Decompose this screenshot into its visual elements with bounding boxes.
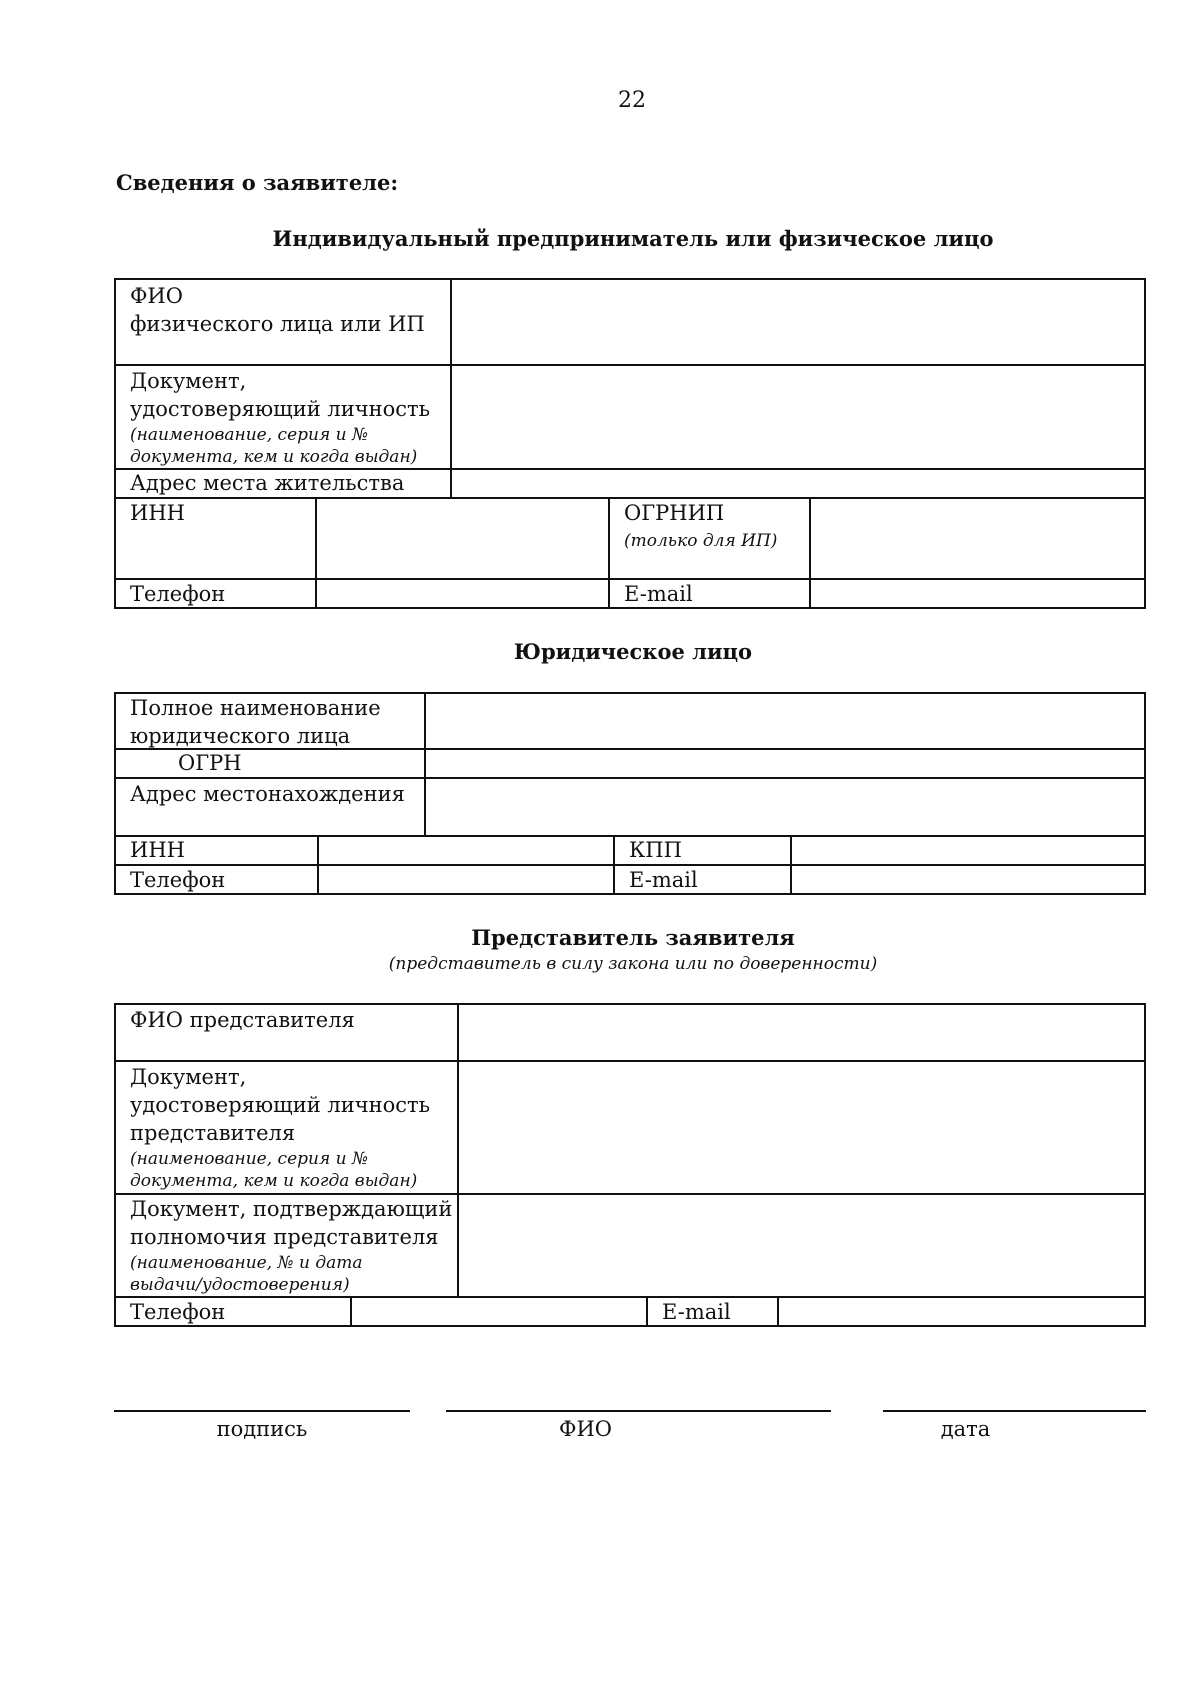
legal-phone-label: Телефон <box>130 868 226 892</box>
signature-fio-label: ФИО <box>559 1417 612 1441</box>
representative-heading: Представитель заявителя <box>471 925 795 950</box>
legal-ogrn-label: ОГРН <box>178 751 242 775</box>
legal-kpp-field[interactable] <box>792 837 1144 864</box>
individual-phone-label: Телефон <box>130 582 226 606</box>
representative-document-field[interactable] <box>459 1062 1144 1193</box>
legal-email-field[interactable] <box>792 866 1144 893</box>
individual-email-label: E-mail <box>624 582 693 606</box>
legal-inn-field[interactable] <box>319 837 613 864</box>
representative-fio-field[interactable] <box>459 1005 1144 1060</box>
legal-email-label: E-mail <box>629 868 698 892</box>
legal-inn-label: ИНН <box>130 838 185 862</box>
individual-inn-field[interactable] <box>317 499 608 578</box>
representative-note: (представитель в силу закона или по доверенности) <box>388 954 878 974</box>
signature-date-line[interactable] <box>883 1410 1146 1412</box>
legal-heading: Юридическое лицо <box>513 639 753 664</box>
representative-fio-label: ФИО представителя <box>130 1008 355 1032</box>
legal-address-label: Адрес местонахождения <box>130 782 405 806</box>
individual-inn-label: ИНН <box>130 501 185 525</box>
page-number: 22 <box>618 88 646 113</box>
representative-email-label: E-mail <box>662 1300 731 1324</box>
signature-fio-line[interactable] <box>446 1410 831 1412</box>
individual-ogrnip-field[interactable] <box>811 499 1144 578</box>
representative-email-field[interactable] <box>779 1298 1144 1325</box>
signature-date-label: дата <box>940 1417 991 1441</box>
individual-fio-field[interactable] <box>452 280 1144 364</box>
representative-document-label: Документ, удостоверяющий личность представителя (наименование, серия и № документа, кем и когда выдан) <box>130 1065 431 1191</box>
signature-label: подпись <box>216 1417 308 1441</box>
individual-address-label: Адрес места жительства <box>130 471 405 495</box>
legal-kpp-label: КПП <box>629 838 682 862</box>
representative-phone-field[interactable] <box>352 1298 646 1325</box>
individual-email-field[interactable] <box>811 580 1144 607</box>
individual-address-field[interactable] <box>452 470 1144 497</box>
legal-name-label: Полное наименование юридического лица <box>130 696 381 748</box>
individual-heading: Индивидуальный предприниматель или физическое лицо <box>272 226 994 251</box>
legal-name-field[interactable] <box>426 694 1144 748</box>
individual-document-field[interactable] <box>452 366 1144 468</box>
legal-ogrn-field[interactable] <box>426 750 1144 777</box>
representative-phone-label: Телефон <box>130 1300 226 1324</box>
legal-address-field[interactable] <box>426 779 1144 835</box>
individual-ogrnip-label: ОГРНИП (только для ИП) <box>624 501 778 551</box>
signature-line[interactable] <box>114 1410 410 1412</box>
individual-phone-field[interactable] <box>317 580 608 607</box>
section-title: Сведения о заявителе: <box>116 170 399 195</box>
representative-authority-label: Документ, подтверждающий полномочия представителя (наименование, № и дата выдачи/удостоверения) <box>130 1197 453 1295</box>
individual-document-label: Документ, удостоверяющий личность (наименование, серия и № документа, кем и когда выдан) <box>130 369 431 467</box>
individual-fio-label: ФИО физического лица или ИП <box>130 284 425 336</box>
legal-phone-field[interactable] <box>319 866 613 893</box>
representative-authority-field[interactable] <box>459 1195 1144 1296</box>
